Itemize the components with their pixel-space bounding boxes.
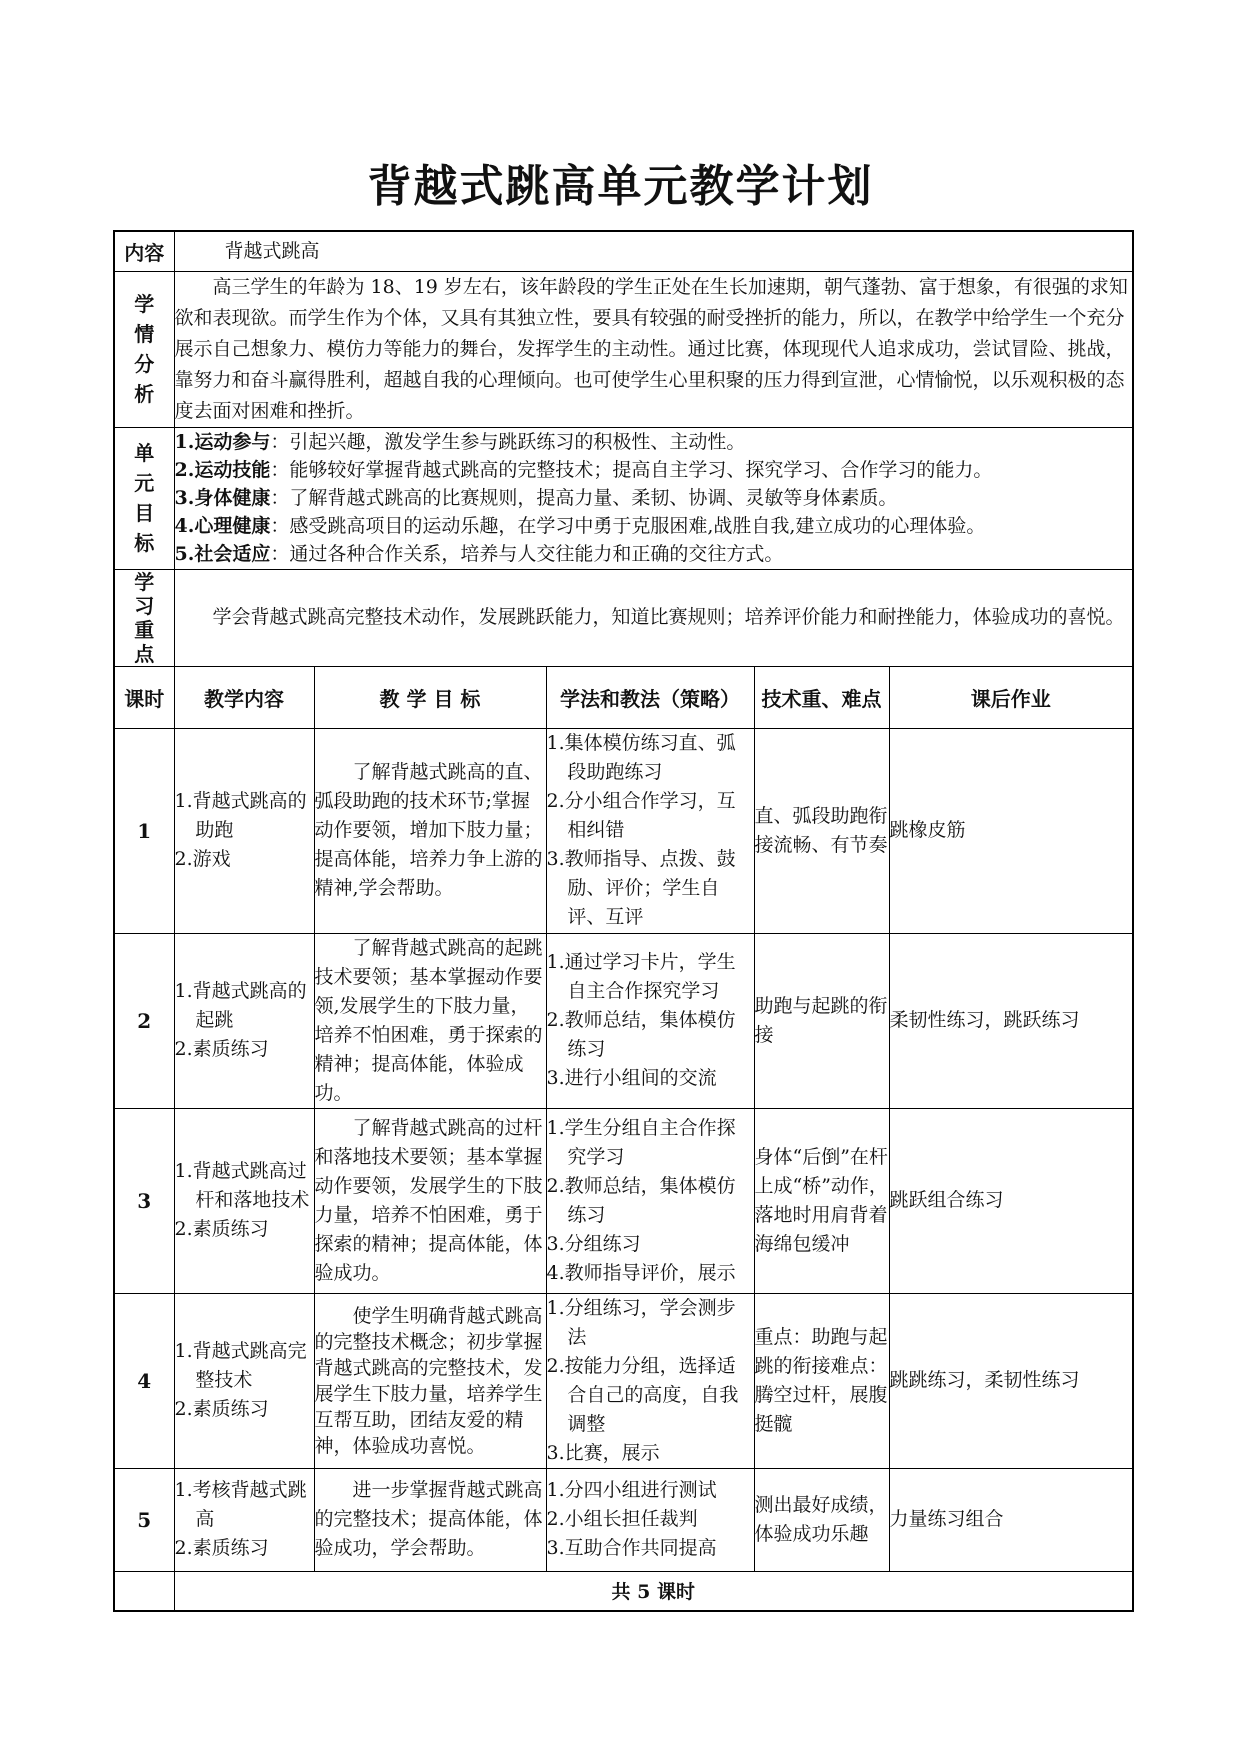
analysis-label: 学 情 分 析 — [114, 271, 174, 427]
focus-text: 学会背越式跳高完整技术动作，发展跳跃能力，知道比赛规则；培养评价能力和耐挫能力，体验成功的喜悦。 — [174, 569, 1133, 666]
header-lesson: 课时 — [114, 666, 174, 728]
goals-list — [174, 427, 1133, 569]
lesson-row — [114, 1293, 1133, 1468]
content-label: 内容 — [114, 231, 174, 271]
page-title: 背越式跳高单元教学计划 — [367, 161, 874, 212]
lesson-goal: 了解背越式跳高的直、弧段助跑的技术环节;掌握动作要领，增加下肢力量；提高体能，培养力争上游的精神,学会帮助。 — [314, 728, 546, 933]
lesson-homework: 力量练习组合 — [889, 1468, 1133, 1571]
total-spacer — [114, 1571, 174, 1611]
header-goal: 教 学 目 标 — [314, 666, 546, 728]
total-lessons: 共 5 课时 — [174, 1571, 1133, 1611]
lesson-row — [114, 728, 1133, 933]
lesson-goal: 进一步掌握背越式跳高的完整技术；提高体能，体验成功，学会帮助。 — [314, 1468, 546, 1571]
lesson-row — [114, 1468, 1133, 1571]
lesson-methods: 1.通过学习卡片，学生自主合作探究学习 2.教师总结，集体模仿练习 3.进行小组间的交流 — [546, 933, 754, 1108]
analysis-row — [114, 271, 1133, 427]
lesson-key-points: 身体“后倒”在杆上成“桥”动作，落地时用肩背着海绵包缓冲 — [754, 1108, 889, 1293]
lesson-content: 1.背越式跳高的起跳 2.素质练习 — [174, 933, 314, 1108]
analysis-text: 高三学生的年龄为 18、19 岁左右，该年龄段的学生正处在生长加速期，朝气蓬勃、富于想象，有很强的求知欲和表现欲。而学生作为个体，又具有其独立性，要具有较强的耐受挫折的能力，所以，在教学中给学生一个充分展示自己想象力、模仿力等能力的舞台，发挥学生的主动性。通过比赛，体现现代人追求成功，尝试冒险、挑战，靠努力和奋斗赢得胜利，超越自我的心理倾向。也可使学生心里积聚的压力得到宣泄，心情愉悦，以乐观积极的态度去面对困难和挫折。 — [174, 271, 1133, 427]
goal-item: 3.身体健康：了解背越式跳高的比赛规则，提高力量、柔韧、协调、灵敏等身体素质。 — [174, 487, 898, 509]
lesson-homework: 跳跃组合练习 — [889, 1108, 1133, 1293]
lesson-goal: 了解背越式跳高的起跳技术要领；基本掌握动作要领,发展学生的下肢力量，培养不怕困难，勇于探索的精神；提高体能，体验成功。 — [314, 933, 546, 1108]
lesson-methods: 1.分四小组进行测试 2.小组长担任裁判 3.互助合作共同提高 — [546, 1468, 754, 1571]
lesson-key-points: 测出最好成绩，体验成功乐趣 — [754, 1468, 889, 1571]
header-homework: 课后作业 — [889, 666, 1133, 728]
content-row — [114, 231, 1133, 271]
lesson-content: 1.背越式跳高的助跑 2.游戏 — [174, 728, 314, 933]
focus-row — [114, 569, 1133, 666]
lesson-goal: 使学生明确背越式跳高的完整技术概念；初步掌握背越式跳高的完整技术，发展学生下肢力量，培养学生互帮互助，团结友爱的精神，体验成功喜悦。 — [314, 1293, 546, 1468]
lesson-number: 4 — [114, 1293, 174, 1468]
lesson-homework: 柔韧性练习，跳跃练习 — [889, 933, 1133, 1108]
lesson-content: 1.背越式跳高完整技术 2.素质练习 — [174, 1293, 314, 1468]
goal-item: 2.运动技能：能够较好掌握背越式跳高的完整技术；提高自主学习、探究学习、合作学习的能力。 — [174, 459, 993, 481]
lesson-number: 1 — [114, 728, 174, 933]
lesson-methods: 1.学生分组自主合作探究学习 2.教师总结，集体模仿练习 3.分组练习 4.教师指导评价，展示 — [546, 1108, 754, 1293]
lesson-content: 1.背越式跳高过杆和落地技术 2.素质练习 — [174, 1108, 314, 1293]
lesson-plan-table — [113, 230, 1134, 1612]
goal-item: 4.心理健康：感受跳高项目的运动乐趣，在学习中勇于克服困难,战胜自我,建立成功的心理体验。 — [174, 515, 986, 537]
lesson-content: 1.考核背越式跳高 2.素质练习 — [174, 1468, 314, 1571]
lesson-number: 3 — [114, 1108, 174, 1293]
lesson-number: 2 — [114, 933, 174, 1108]
header-methods: 学法和教法（策略） — [546, 666, 754, 728]
lesson-homework: 跳橡皮筋 — [889, 728, 1133, 933]
lesson-number: 5 — [114, 1468, 174, 1571]
lesson-key-points: 重点：助跑与起跳的衔接难点：腾空过杆，展腹挺髋 — [754, 1293, 889, 1468]
focus-label: 学 习 重 点 — [114, 569, 174, 666]
goal-item: 5.社会适应：通过各种合作关系，培养与人交往能力和正确的交往方式。 — [174, 543, 784, 565]
lesson-row — [114, 1108, 1133, 1293]
lesson-methods: 1.集体模仿练习直、弧段助跑练习 2.分小组合作学习，互相纠错 3.教师指导、点拨、鼓励、评价；学生自评、互评 — [546, 728, 754, 933]
content-value: 背越式跳高 — [174, 231, 1133, 271]
total-row — [114, 1571, 1133, 1611]
header-row — [114, 666, 1133, 728]
lesson-goal: 了解背越式跳高的过杆和落地技术要领；基本掌握动作要领，发展学生的下肢力量，培养不怕困难，勇于探索的精神；提高体能，体验成功。 — [314, 1108, 546, 1293]
header-key-points: 技术重、难点 — [754, 666, 889, 728]
goals-row — [114, 427, 1133, 569]
lesson-row — [114, 933, 1133, 1108]
lesson-key-points: 助跑与起跳的衔接 — [754, 933, 889, 1108]
goals-label: 单 元 目 标 — [114, 427, 174, 569]
lesson-methods: 1.分组练习，学会测步法 2.按能力分组，选择适合自己的高度，自我调整 3.比赛，展示 — [546, 1293, 754, 1468]
header-content: 教学内容 — [174, 666, 314, 728]
lesson-key-points: 直、弧段助跑衔接流畅、有节奏 — [754, 728, 889, 933]
goal-item: 1.运动参与：引起兴趣，激发学生参与跳跃练习的积极性、主动性。 — [174, 431, 746, 453]
lesson-homework: 跳跳练习，柔韧性练习 — [889, 1293, 1133, 1468]
